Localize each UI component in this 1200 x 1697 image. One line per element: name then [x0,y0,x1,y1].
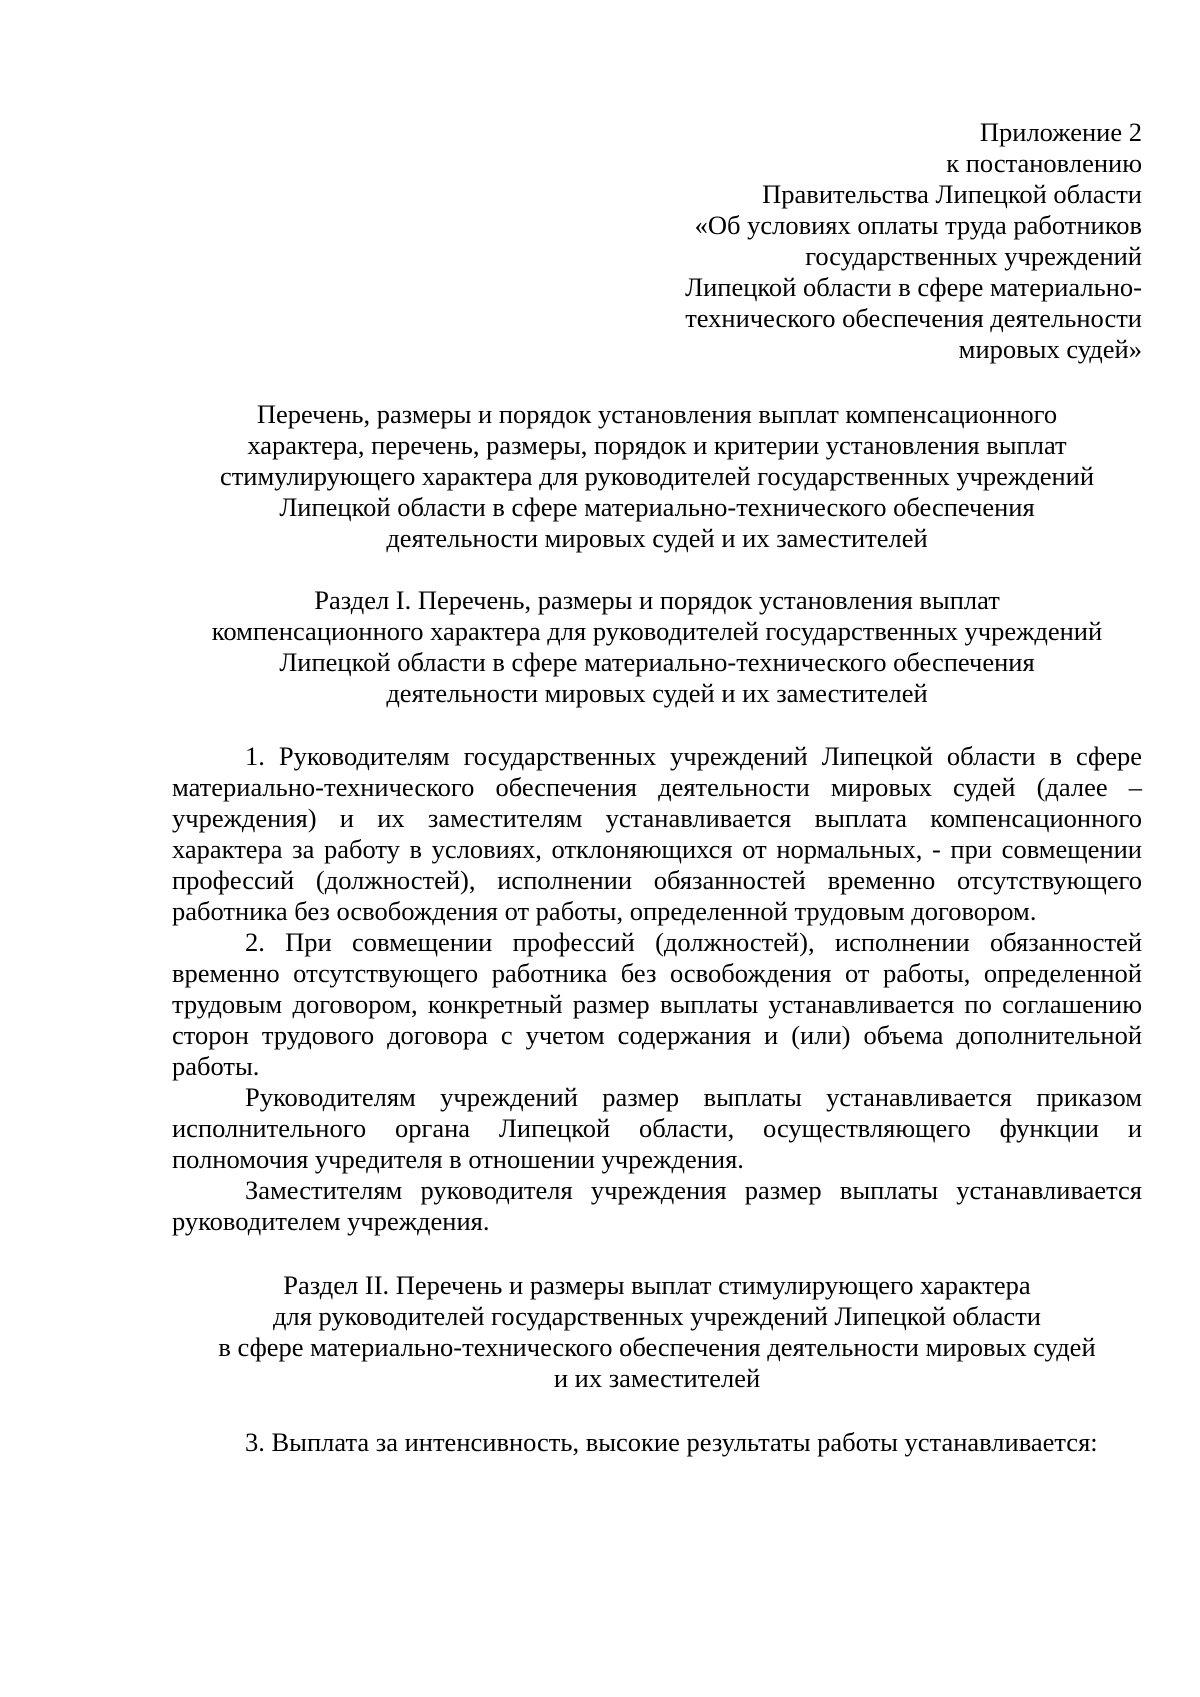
section-1-heading [172,585,1142,709]
section-heading-line: и их заместителей [553,1363,761,1393]
title-line: стимулирующего характера для руководителей государственных учреждений [219,461,1095,491]
appendix-line: Правительства Липецкой области [762,179,1142,209]
appendix-line: Приложение 2 [979,117,1142,147]
appendix-line: к постановлению [946,148,1142,178]
document-title [172,399,1142,554]
document-page [172,114,1142,1458]
appendix-line: Липецкой области в сфере материально- [685,272,1142,302]
section-heading-line: компенсационного характера для руководителей государственных учреждений [211,616,1103,646]
appendix-line: «Об условиях оплаты труда работников [694,210,1142,240]
title-line: Перечень, размеры и порядок установления выплат компенсационного [256,399,1058,429]
section-heading-line: для руководителей государственных учреждений Липецкой области [273,1301,1041,1331]
section-heading-line: Липецкой области в сфере материально-технического обеспечения [279,647,1035,677]
section-2-heading [172,1270,1142,1394]
appendix-line: технического обеспечения деятельности [685,303,1142,333]
appendix-line: государственных учреждений [805,241,1142,271]
section-1-body [172,741,1142,1237]
section-heading-line: Раздел I. Перечень, размеры и порядок установления выплат [314,585,1000,615]
title-line: Липецкой области в сфере материально-технического обеспечения [279,492,1035,522]
section-heading-line: деятельности мировых судей и их заместителей [386,678,928,708]
appendix-header [172,117,1142,365]
paragraph: 1. Руководителям государственных учреждений Липецкой области в сфере материально-технического обеспечения деятельности мировых судей (далее – учреждения) и их заместителям устанавливается выплата компенсационного характера за работу в условиях, отклоняющихся от нормальных, - при совмещении профессий (должностей), исполнении обязанностей временно отсутствующего работника без освобождения от работы, определенной трудовым договором. [172,741,1142,926]
title-line: деятельности мировых судей и их заместителей [386,523,928,553]
title-line: характера, перечень, размеры, порядок и критерии установления выплат [247,430,1067,460]
paragraph: 2. При совмещении профессий (должностей), исполнении обязанностей временно отсутствующего работника без освобождения от работы, определенной трудовым договором, конкретный размер выплаты устанавливается по соглашению сторон трудового договора с учетом содержания и (или) объема дополнительной работы. [172,927,1142,1081]
paragraph: 3. Выплата за интенсивность, высокие результаты работы устанавливается: [245,1427,1098,1457]
section-heading-line: Раздел II. Перечень и размеры выплат стимулирующего характера [283,1270,1031,1300]
paragraph: Заместителям руководителя учреждения размер выплаты устанавливается руководителем учреждения. [172,1175,1142,1236]
paragraph: Руководителям учреждений размер выплаты устанавливается приказом исполнительного органа Липецкой области, осуществляющего функции и полномочия учредителя в отношении учреждения. [172,1082,1142,1174]
section-heading-line: в сфере материально-технического обеспечения деятельности мировых судей [218,1332,1096,1362]
appendix-line: мировых судей» [958,334,1142,364]
section-2-body [172,1427,1142,1458]
